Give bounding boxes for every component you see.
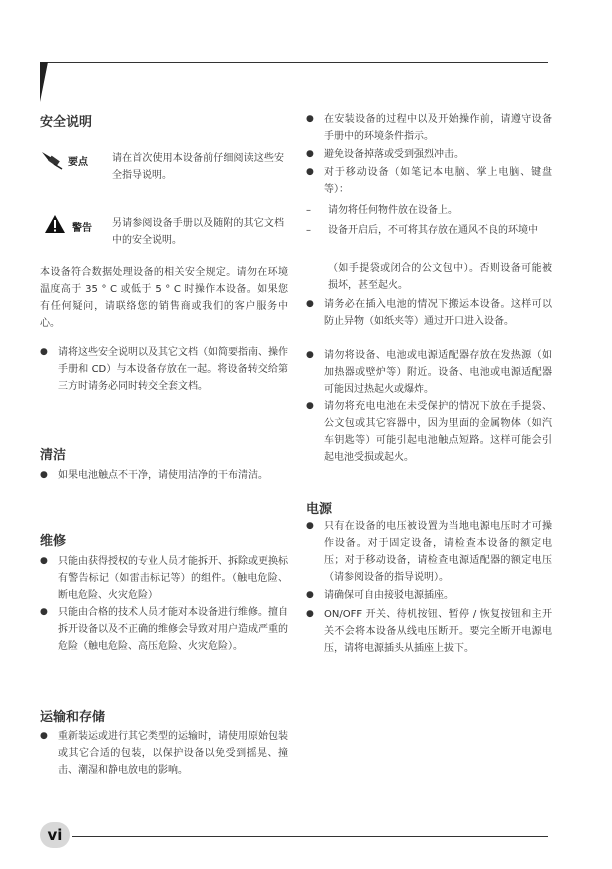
pushpin-icon bbox=[40, 150, 64, 170]
dash-text: 请勿将任何物件放在设备上。 bbox=[328, 205, 458, 216]
dash-mark: – bbox=[306, 225, 311, 236]
bullet-dot: ● bbox=[40, 731, 48, 741]
bullet-dot: ● bbox=[306, 590, 314, 600]
bullet-dot: ● bbox=[306, 149, 314, 159]
dash-text: 设备开启后，不可将其存放在通风不良的环境中 bbox=[328, 225, 538, 236]
bullet-text: 请勿将充电电池在未受保护的情况下放在手提袋、公文包或其它容器中，因为里面的金属物体（如汽车钥匙等）可能引起电池触点短路。这样可能会引起电池受损或起火。 bbox=[324, 401, 552, 463]
bullet-text: 只能由合格的技术人员才能对本设备进行维修。擅自拆开设备以及不正确的维修会导致对用户造成严重的危险（触电危险、高压危险、火灾危险）。 bbox=[58, 607, 288, 652]
bullet-dot: ● bbox=[40, 607, 48, 617]
bullet-text: 请将这些安全说明以及其它文档（如简要指南、操作手册和 CD）与本设备存放在一起。将设备转交给第三方时请务必同时转交全套文档。 bbox=[58, 347, 288, 392]
bullet-dot: ● bbox=[306, 167, 314, 177]
bullet-text: 请确保可自由接驳电源插座。 bbox=[324, 590, 454, 601]
bullet-text: 请务必在插入电池的情况下搬运本设备。这样可以防止异物（如纸夹等）通过开口进入设备。 bbox=[324, 299, 552, 327]
page-number: vi bbox=[40, 822, 70, 848]
bullet-dot: ● bbox=[40, 347, 48, 357]
bullet-dot: ● bbox=[306, 114, 314, 124]
section-title-repair: 维修 bbox=[40, 534, 67, 549]
section-title-transport: 运输和存储 bbox=[40, 710, 106, 725]
section-title-power: 电源 bbox=[306, 502, 333, 517]
warning-label: 警告 bbox=[72, 223, 92, 234]
dash-mark: – bbox=[306, 205, 311, 216]
bullet-text: 在安装设备的过程中以及开始操作前，请遵守设备手册中的环境条件指示。 bbox=[324, 114, 552, 142]
bullet-text: 请勿将设备、电池或电源适配器存放在发热源（如加热器或壁炉等）附近。设备、电池或电源适配器可能因过热起火或爆炸。 bbox=[324, 350, 552, 395]
note-label: 要点 bbox=[68, 157, 88, 168]
bullet-dot: ● bbox=[40, 470, 48, 480]
bullet-text: ON/OFF 开关、待机按钮、暂停 / 恢复按钮和主开关不会将本设备从线电压断开。要完全断开电源电压，请将电源插头从插座上拔下。 bbox=[324, 609, 552, 654]
bottom-rule bbox=[72, 836, 548, 837]
bullet-text: 对于移动设备（如笔记本电脑、掌上电脑、键盘等）： bbox=[324, 167, 552, 195]
warning-triangle-icon bbox=[44, 214, 66, 234]
corner-marker bbox=[40, 62, 48, 102]
top-rule bbox=[42, 62, 548, 63]
bullet-text: 重新装运或进行其它类型的运输时，请使用原始包装或其它合适的包装，以保护设备以免受到摇晃、撞击、潮湿和静电放电的影响。 bbox=[58, 731, 288, 776]
section-title-safety: 安全说明 bbox=[40, 115, 93, 130]
warning-text: 另请参阅设备手册以及随附的其它文档中的安全说明。 bbox=[112, 218, 284, 246]
bullet-dot: ● bbox=[306, 401, 314, 411]
bullet-text: 避免设备掉落或受到强烈冲击。 bbox=[324, 149, 464, 160]
bullet-text: 只有在设备的电压被设置为当地电源电压时才可操作设备。对于固定设备，请检查本设备的额定电压；对于移动设备，请检查电源适配器的额定电压（请参阅设备的指导说明）。 bbox=[324, 521, 552, 583]
note-text: 请在首次使用本设备前仔细阅读这些安全指导说明。 bbox=[112, 153, 284, 181]
bullet-dot: ● bbox=[40, 556, 48, 566]
section-title-cleaning: 清洁 bbox=[40, 448, 67, 463]
dash-continuation: （如手提袋或闭合的公文包中）。否则设备可能被损坏，甚至起火。 bbox=[328, 263, 552, 291]
bullet-dot: ● bbox=[306, 299, 314, 309]
bullet-dot: ● bbox=[306, 350, 314, 360]
bullet-text: 如果电池触点不干净，请使用洁净的干布清洁。 bbox=[58, 470, 268, 481]
intro-paragraph: 本设备符合数据处理设备的相关安全规定。请勿在环境温度高于 35 ° C 或低于 5 ° C 时操作本设备。如果您有任何疑问，请联络您的销售商或我们的客户服务中心。 bbox=[40, 267, 288, 329]
bullet-text: 只能由获得授权的专业人员才能拆开、拆除或更换标有警告标记（如雷击标记等）的组件。（触电危险、断电危险、火灾危险） bbox=[58, 556, 288, 601]
bullet-dot: ● bbox=[306, 609, 314, 619]
bullet-dot: ● bbox=[306, 521, 314, 531]
